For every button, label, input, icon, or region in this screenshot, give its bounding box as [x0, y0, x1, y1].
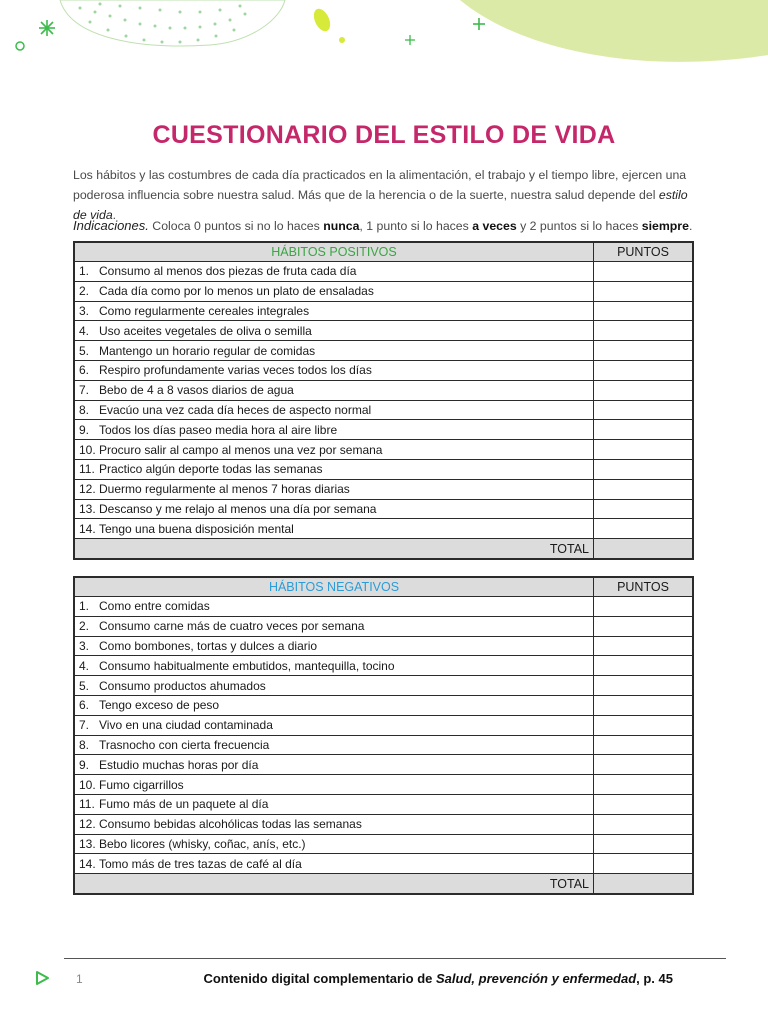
points-cell[interactable]: [594, 380, 694, 400]
play-icon[interactable]: [34, 970, 50, 986]
table-row: [74, 735, 693, 755]
habit-item: [74, 281, 594, 301]
habit-item: [74, 420, 594, 440]
points-header: PUNTOS: [594, 577, 694, 597]
ring-icon: [16, 42, 24, 50]
small-sparkle-icon: [405, 35, 415, 45]
table-row: [74, 656, 693, 676]
habit-number: 11.: [79, 797, 95, 812]
total-points-cell[interactable]: [594, 874, 694, 894]
points-cell[interactable]: [594, 341, 694, 361]
points-cell[interactable]: [594, 420, 694, 440]
habit-number: 6.: [79, 363, 90, 378]
habit-item: [74, 459, 594, 479]
points-cell[interactable]: [594, 459, 694, 479]
habit-text: Descanso y me relajo al menos una día por semana: [99, 501, 377, 516]
habit-number: 6.: [79, 698, 90, 713]
habit-item: [74, 834, 594, 854]
points-cell[interactable]: [594, 597, 694, 617]
habit-text: Trasnocho con cierta frecuencia: [99, 737, 270, 752]
table-row: [74, 519, 693, 539]
habit-item: [74, 301, 594, 321]
habit-text: Consumo al menos dos piezas de fruta cada día: [99, 264, 357, 279]
habit-number: 14.: [79, 521, 96, 536]
points-cell[interactable]: [594, 794, 694, 814]
habit-number: 10.: [79, 777, 96, 792]
habit-item: [74, 735, 594, 755]
points-cell[interactable]: [594, 775, 694, 795]
negative-header: HÁBITOS NEGATIVOS: [74, 577, 594, 597]
table-row: [74, 341, 693, 361]
table-row: [74, 794, 693, 814]
points-cell[interactable]: [594, 262, 694, 282]
habit-item: [74, 360, 594, 380]
points-cell[interactable]: [594, 616, 694, 636]
habit-text: Procuro salir al campo al menos una vez por semana: [99, 442, 383, 457]
habit-number: 5.: [79, 343, 90, 358]
footer-divider: [64, 958, 726, 959]
indications-text-2: , 1 punto si lo haces: [359, 219, 473, 233]
table-row: [74, 262, 693, 282]
points-cell[interactable]: [594, 281, 694, 301]
table-row: [74, 616, 693, 636]
habit-text: Cada día como por lo menos un plato de ensaladas: [99, 284, 374, 299]
points-cell[interactable]: [594, 479, 694, 499]
points-header: PUNTOS: [594, 242, 694, 262]
habit-text: Consumo carne más de cuatro veces por semana: [99, 619, 365, 634]
habit-number: 8.: [79, 402, 90, 417]
habit-item: [74, 262, 594, 282]
habit-item: [74, 616, 594, 636]
points-cell[interactable]: [594, 301, 694, 321]
habit-item: [74, 676, 594, 696]
points-cell[interactable]: [594, 321, 694, 341]
habit-item: [74, 519, 594, 539]
habit-item: [74, 380, 594, 400]
habit-item: [74, 794, 594, 814]
habit-number: 8.: [79, 737, 90, 752]
intro-end: .: [112, 208, 117, 222]
habit-text: Estudio muchas horas por día: [99, 757, 259, 772]
table-row: [74, 676, 693, 696]
habit-number: 3.: [79, 303, 90, 318]
habit-text: Consumo productos ahumados: [99, 678, 266, 693]
habit-number: 12.: [79, 482, 96, 497]
habit-text: Fumo cigarrillos: [99, 777, 184, 792]
habit-text: Bebo de 4 a 8 vasos diarios de agua: [99, 383, 294, 398]
footer-prefix: Contenido digital complementario de: [203, 971, 437, 986]
table-row: [74, 814, 693, 834]
habit-item: [74, 479, 594, 499]
table-row: [74, 479, 693, 499]
habit-item: [74, 755, 594, 775]
dot-pattern: [79, 3, 247, 44]
points-cell[interactable]: [594, 676, 694, 696]
habit-text: Todos los días paseo media hora al aire libre: [99, 422, 338, 437]
table-row: [74, 301, 693, 321]
indications: [73, 218, 698, 233]
points-cell[interactable]: [594, 735, 694, 755]
negative-habits-table: [73, 576, 694, 895]
points-cell[interactable]: [594, 695, 694, 715]
habit-item: [74, 854, 594, 874]
table-row: [74, 715, 693, 735]
habit-item: [74, 636, 594, 656]
table-row: [74, 636, 693, 656]
habit-item: [74, 715, 594, 735]
habit-text: Respiro profundamente varias veces todos los días: [99, 363, 372, 378]
habit-number: 13.: [79, 501, 96, 516]
habit-number: 11.: [79, 462, 95, 477]
yellow-seed-shape: [311, 6, 334, 34]
table-row: [74, 695, 693, 715]
green-blob-shape: [460, 0, 768, 62]
points-cell[interactable]: [594, 755, 694, 775]
table-row: [74, 400, 693, 420]
indications-text-1: Coloca 0 puntos si no lo haces: [148, 219, 324, 233]
indications-text-4: .: [688, 219, 693, 233]
habit-text: Como regularmente cereales integrales: [99, 303, 310, 318]
table-row: [74, 459, 693, 479]
habit-text: Bebo licores (whisky, coñac, anís, etc.): [99, 836, 306, 851]
points-cell[interactable]: [594, 519, 694, 539]
table-row: [74, 854, 693, 874]
points-cell[interactable]: [594, 715, 694, 735]
habit-number: 2.: [79, 284, 90, 299]
habit-text: Como bombones, tortas y dulces a diario: [99, 638, 318, 653]
habit-number: 5.: [79, 678, 90, 693]
points-cell[interactable]: [594, 636, 694, 656]
habit-number: 13.: [79, 836, 96, 851]
points-cell[interactable]: [594, 854, 694, 874]
habit-number: 14.: [79, 856, 96, 871]
points-cell[interactable]: [594, 834, 694, 854]
habit-number: 4.: [79, 323, 90, 338]
points-cell[interactable]: [594, 814, 694, 834]
habit-item: [74, 341, 594, 361]
habit-number: 7.: [79, 383, 90, 398]
points-cell[interactable]: [594, 499, 694, 519]
indications-sometimes: a veces: [472, 219, 517, 233]
habit-number: 9.: [79, 422, 90, 437]
table-row: [74, 321, 693, 341]
indications-label: Indicaciones.: [73, 218, 149, 233]
page-title: CUESTIONARIO DEL ESTILO DE VIDA: [152, 121, 616, 149]
habit-number: 2.: [79, 619, 90, 634]
habit-item: [74, 597, 594, 617]
footer-credit: [203, 971, 673, 986]
total-points-cell[interactable]: [594, 539, 694, 559]
habit-text: Consumo habitualmente embutidos, mantequilla, tocino: [99, 658, 395, 673]
total-label: TOTAL: [74, 874, 594, 894]
habit-item: [74, 499, 594, 519]
habit-text: Practico algún deporte todas las semanas: [99, 462, 323, 477]
habit-text: Tengo una buena disposición mental: [99, 521, 294, 536]
intro-text: Los hábitos y las costumbres de cada día practicados en la alimentación, el trabajo y el tiempo libre, ejercen una poderosa influencia sobre nuestra salud. Más que de la herencia o de la suerte, nuestra salud depende del: [73, 168, 687, 202]
table-row: [74, 420, 693, 440]
habit-item: [74, 695, 594, 715]
habit-number: 4.: [79, 658, 90, 673]
footer-book-title: Salud, prevención y enfermedad: [436, 971, 637, 986]
points-cell[interactable]: [594, 656, 694, 676]
habit-text: Tengo exceso de peso: [99, 698, 220, 713]
dotted-leaf-shape: [60, 0, 285, 46]
habit-text: Uso aceites vegetales de oliva o semilla: [99, 323, 312, 338]
habit-number: 9.: [79, 757, 90, 772]
table-row: [74, 440, 693, 460]
habit-text: Como entre comidas: [99, 599, 210, 614]
indications-text-3: y 2 puntos si lo haces: [516, 219, 642, 233]
table-row: [74, 499, 693, 519]
habit-text: Duermo regularmente al menos 7 horas diarias: [99, 482, 350, 497]
habit-item: [74, 321, 594, 341]
habit-item: [74, 656, 594, 676]
habit-text: Vivo en una ciudad contaminada: [99, 718, 273, 733]
habit-text: Consumo bebidas alcohólicas todas las semanas: [99, 817, 362, 832]
habit-item: [74, 440, 594, 460]
habit-text: Tomo más de tres tazas de café al día: [99, 856, 302, 871]
positive-habits-table: [73, 241, 694, 560]
small-yellow-dot: [339, 37, 345, 43]
intro-paragraph: [73, 165, 698, 225]
points-cell[interactable]: [594, 400, 694, 420]
table-row: [74, 775, 693, 795]
cross-icon: [473, 18, 485, 30]
points-cell[interactable]: [594, 360, 694, 380]
table-row: [74, 755, 693, 775]
habit-number: 7.: [79, 718, 90, 733]
habit-item: [74, 775, 594, 795]
footer-suffix: , p. 45: [636, 971, 673, 986]
habit-item: [74, 814, 594, 834]
points-cell[interactable]: [594, 440, 694, 460]
indications-always: siempre: [641, 219, 689, 233]
indications-never: nunca: [323, 219, 360, 233]
sparkle-icon: [39, 20, 55, 36]
positive-header: HÁBITOS POSITIVOS: [74, 242, 594, 262]
table-row: [74, 834, 693, 854]
table-row: [74, 380, 693, 400]
habit-text: Mantengo un horario regular de comidas: [99, 343, 316, 358]
habit-number: 12.: [79, 817, 96, 832]
table-row: [74, 360, 693, 380]
habit-item: [74, 400, 594, 420]
total-label: TOTAL: [74, 539, 594, 559]
table-row: [74, 597, 693, 617]
intro-emphasis: estilo de vida: [73, 188, 688, 222]
habit-number: 1.: [79, 264, 90, 279]
page-number: 1: [76, 972, 83, 986]
habit-number: 3.: [79, 638, 90, 653]
habit-number: 1.: [79, 599, 90, 614]
habit-number: 10.: [79, 442, 96, 457]
habit-text: Fumo más de un paquete al día: [99, 797, 269, 812]
table-row: [74, 281, 693, 301]
habit-text: Evacúo una vez cada día heces de aspecto normal: [99, 402, 372, 417]
header-decoration: [0, 0, 768, 70]
